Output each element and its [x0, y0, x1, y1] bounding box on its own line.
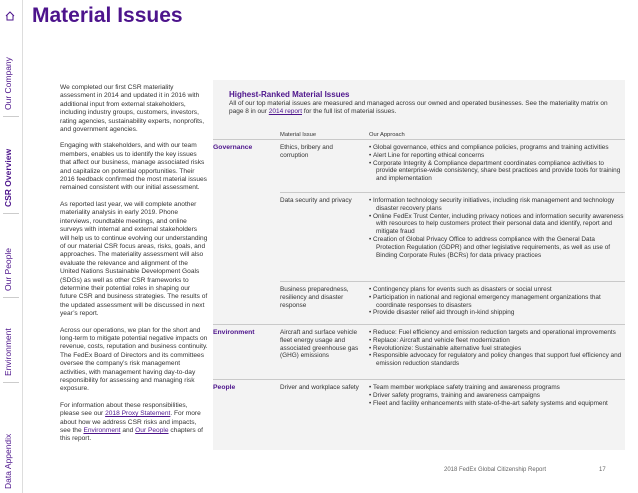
category-people: People: [213, 384, 236, 391]
footer-report-title: 2018 FedEx Global Citizenship Report: [444, 467, 547, 473]
material-issue: Ethics, bribery and corruption: [280, 144, 333, 159]
material-issue: Driver and workplace safety: [280, 384, 359, 391]
panel-title: Highest-Ranked Material Issues: [229, 90, 350, 99]
approach-item: • Participation in national and regional emergency management organizations that coordinate responses to disasters: [369, 294, 625, 310]
text: and: [120, 427, 136, 435]
nav-divider: [3, 116, 19, 117]
approach-item: • Driver safety programs, training and awareness campaigns: [369, 392, 625, 400]
nav-divider: [3, 382, 19, 383]
nav-tab-our-people[interactable]: Our People: [3, 248, 13, 291]
nav-tab-data-appendix[interactable]: Data Appendix: [3, 433, 13, 489]
body-paragraph-links: [60, 402, 208, 444]
approach-item: • Global governance, ethics and compliance policies, programs and training activities: [369, 144, 625, 152]
approach-list: [369, 329, 625, 368]
column-header-material-issue: Material Issue: [280, 132, 317, 138]
nav-tab-environment[interactable]: Environment: [3, 328, 13, 376]
body-paragraph: We completed our first CSR materiality assessment in 2014 and updated it in 2016 with additional input from external stakeholders, including industry groups, customers, investors, rating agencies, sustainability experts, nonprofits, and government agencies.: [60, 84, 205, 134]
2014-report-link[interactable]: 2014 report: [268, 108, 303, 115]
section-rule: [213, 379, 625, 380]
approach-item: • Online FedEx Trust Center, including privacy notices and information security awareness with resources to help customers protect their personal data and identify, report and mitigate fraud: [369, 213, 625, 236]
body-paragraph: Across our operations, we plan for the short and long-term to mitigate potential negative impacts on revenue, costs, reputation and business continuity. The FedEx Board of Directors and its committees oversee the company’s risk management activities, with management having day-to-day responsibility for assessing and managing risk exposure.: [60, 326, 208, 393]
approach-item: • Information technology security initiatives, including risk management and technology disaster recovery plans: [369, 197, 625, 213]
approach-item: • Alert Line for reporting ethical concerns: [369, 152, 625, 160]
approach-item: • Contingency plans for events such as disasters or social unrest: [369, 286, 625, 294]
approach-item: • Provide disaster relief aid through in-kind shipping: [369, 309, 625, 317]
body-text-column: [60, 84, 208, 452]
environment-link[interactable]: Environment: [83, 427, 121, 435]
approach-item: • Fleet and facility enhancements with state-of-the-art safety systems and equipment: [369, 400, 625, 408]
nav-divider: [3, 297, 19, 298]
approach-item: • Corporate Integrity & Compliance department coordinates compliance activities to provide enterprise-wide consistency, share best practices and provide tools for training and implementation: [369, 160, 625, 183]
approach-list: [369, 384, 625, 407]
section-rule: [213, 324, 625, 325]
approach-list: [369, 144, 625, 183]
material-issues-panel: [213, 80, 625, 450]
proxy-statement-link[interactable]: 2018 Proxy Statement: [105, 410, 171, 418]
material-issue: Aircraft and surface vehicle fleet energy usage and associated greenhouse gas (GHG) emissions: [280, 329, 359, 360]
approach-item: • Responsible advocacy for regulatory and policy changes that support fuel efficiency and emission reduction standards: [369, 352, 625, 368]
material-issue: Business preparedness, resiliency and disaster response: [280, 286, 349, 309]
column-header-our-approach: Our Approach: [369, 132, 405, 138]
text: For information about these responsibilities, please see our: [60, 401, 188, 418]
row-rule: [280, 192, 625, 193]
category-environment: Environment: [213, 329, 255, 336]
header-rule: [213, 139, 625, 140]
side-navigation: [0, 0, 23, 493]
category-governance: Governance: [213, 144, 253, 151]
panel-intro: [229, 100, 619, 116]
approach-item: • Reduce: Fuel efficiency and emission reduction targets and operational improvements: [369, 329, 625, 337]
page-title: Material Issues: [32, 4, 183, 27]
body-paragraph: Engaging with stakeholders, and with our team members, enables us to identify the key issues that affect our business, manage associated risks and capitalize on potential opportunities. Their 2016 feedback confirmed the most material issues remained consistent with our initial assessment.: [60, 142, 207, 192]
material-issue: Data security and privacy: [280, 197, 352, 204]
approach-item: • Creation of Global Privacy Office to address compliance with the General Data Protection Regulation (GDPR) and other legislative requirements, as well as use of Binding Corporate Rules (BCRs) for data privacy practices: [369, 236, 625, 259]
text: All of our top material issues are measured and managed across our owned and operated businesses. See the materiality matrix on page 8 in our: [229, 100, 608, 115]
nav-divider: [3, 213, 19, 214]
text: . For more about how we address CSR risks and impacts, see the: [60, 410, 201, 435]
nav-tab-csr-overview[interactable]: CSR Overview: [3, 148, 13, 207]
body-paragraph: As reported last year, we will complete another materiality analysis in early 2019. Phone interviews, roundtable meetings, and online surveys with internal and external stakeholders will help us to continue evolving our understanding of our material CSR focus areas, risks, goals, and approaches. The materiality assessment will also evaluate the relevance and alignment of the United Nations Sustainable Development Goals (SDGs) as well as other CSR frameworks to determine their potential roles in shaping our future CSR and business strategies. The results of the updated assessment will be discussed in next year’s report.: [60, 200, 208, 318]
row-rule: [280, 281, 625, 282]
our-people-link[interactable]: Our People: [135, 427, 169, 435]
approach-item: • Revolutionize: Sustainable alternative fuel strategies: [369, 345, 625, 353]
page-number: 17: [599, 467, 606, 473]
approach-item: • Team member workplace safety training and awareness programs: [369, 384, 625, 392]
text: for the full list of material issues.: [302, 108, 397, 115]
home-icon[interactable]: [4, 10, 16, 22]
text: chapters of this report.: [60, 427, 203, 443]
nav-tab-our-company[interactable]: Our Company: [3, 57, 13, 110]
approach-list: [369, 197, 625, 259]
approach-list: [369, 286, 625, 317]
approach-item: • Replace: Aircraft and vehicle fleet modernization: [369, 337, 625, 345]
